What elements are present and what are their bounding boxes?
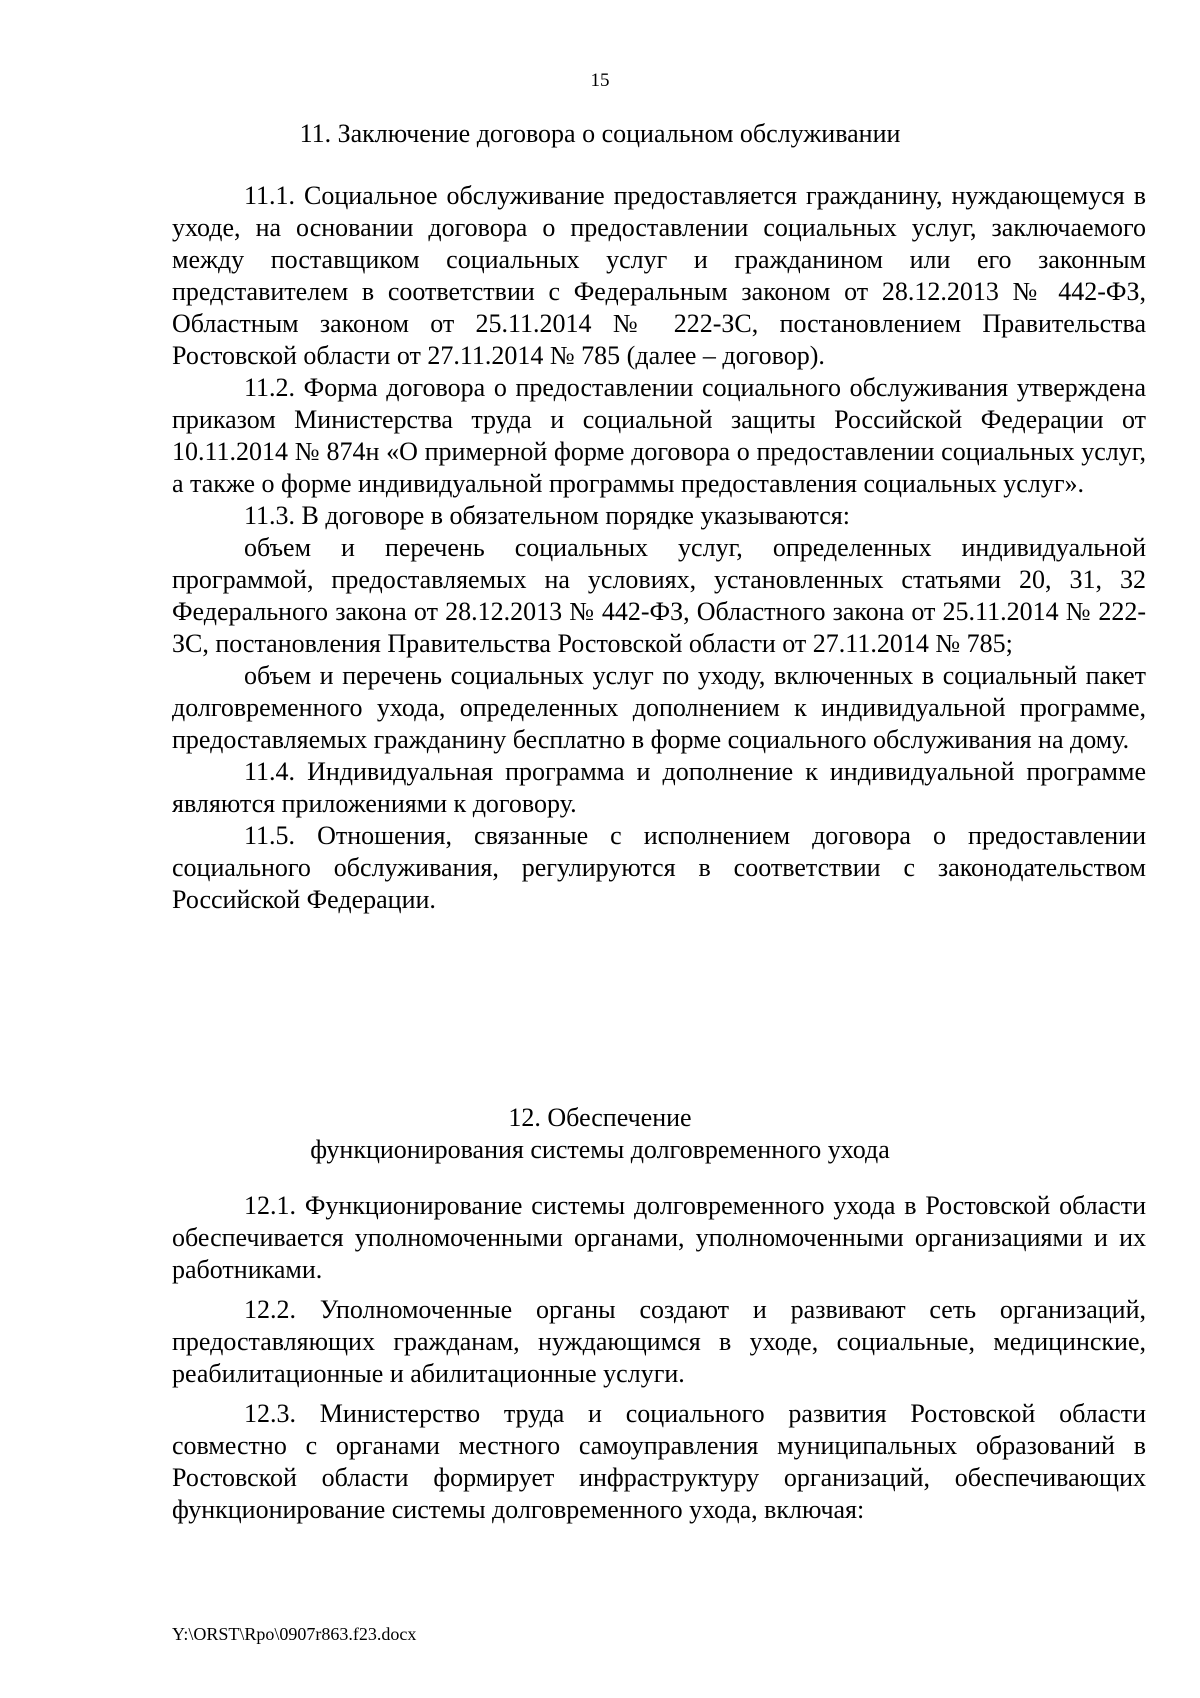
paragraph-11-3-item-2: объем и перечень социальных услуг по уходу, включенных в социальный пакет долговременного ухода, определенных дополнением к индивидуальной программе, предоставляемых гражданину бесплатно в форме социального обслуживания на дому. xyxy=(172,661,1146,754)
paragraph-11-4: 11.4. Индивидуальная программа и дополнение к индивидуальной программе являются приложениями к договору. xyxy=(172,757,1146,818)
file-path-footer: Y:\ORST\Rpo\0907r863.f23.docx xyxy=(172,1624,417,1644)
section-12-body xyxy=(172,1190,1146,1526)
section-11-body xyxy=(172,180,1146,916)
paragraph-11-3: 11.3. В договоре в обязательном порядке указываются: xyxy=(244,501,850,530)
section-12-title xyxy=(0,1102,1200,1166)
page-number: 15 xyxy=(590,70,610,91)
paragraph-12-2: 12.2. Уполномоченные органы создают и развивают сеть организаций, предоставляющих гражданам, нуждающимся в уходе, социальные, медицинские, реабилитационные и абилитационные услуги. xyxy=(172,1295,1146,1388)
paragraph-12-3: 12.3. Министерство труда и социального развития Ростовской области совместно с органами местного самоуправления муниципальных образований в Ростовской области формирует инфраструктуру организаций, обеспечивающих функционирование системы долговременного ухода, включая: xyxy=(172,1399,1146,1524)
paragraph-11-3-item-1: объем и перечень социальных услуг, определенных индивидуальной программой, предоставляемых на условиях, установленных статьями 20, 31, 32 Федерального закона от 28.12.2013 № 442-ФЗ, Областного закона от 25.11.2014 № 222-ЗС, постановления Правительства Ростовской области от 27.11.2014 № 785; xyxy=(172,533,1146,658)
paragraph-12-1: 12.1. Функционирование системы долговременного ухода в Ростовской области обеспечивается уполномоченными органами, уполномоченными организациями и их работниками. xyxy=(172,1191,1146,1284)
paragraph-11-5: 11.5. Отношения, связанные с исполнением договора о предоставлении социального обслуживания, регулируются в соответствии с законодательством Российской Федерации. xyxy=(172,821,1146,914)
paragraph-11-2: 11.2. Форма договора о предоставлении социального обслуживания утверждена приказом Министерства труда и социальной защиты Российской Федерации от 10.11.2014 № 874н «О примерной форме договора о предоставлении социальных услуг, а также о форме индивидуальной программы предоставления социальных услуг». xyxy=(172,373,1146,498)
paragraph-11-1: 11.1. Социальное обслуживание предоставляется гражданину, нуждающемуся в уходе, на основании договора о предоставлении социальных услуг, заключаемого между поставщиком социальных услуг и гражданином или его законным представителем в соответствии с Федеральным законом от 28.12.2013 № 442-ФЗ, Областным законом от 25.11.2014 № 222-ЗС, постановлением Правительства Ростовской области от 27.11.2014 № 785 (далее – договор). xyxy=(172,181,1146,370)
section-11-title: 11. Заключение договора о социальном обслуживании xyxy=(299,119,901,148)
section-12-title-line-2: функционирования системы долговременного ухода xyxy=(310,1135,890,1164)
section-12-title-line-1: 12. Обеспечение xyxy=(508,1103,692,1132)
